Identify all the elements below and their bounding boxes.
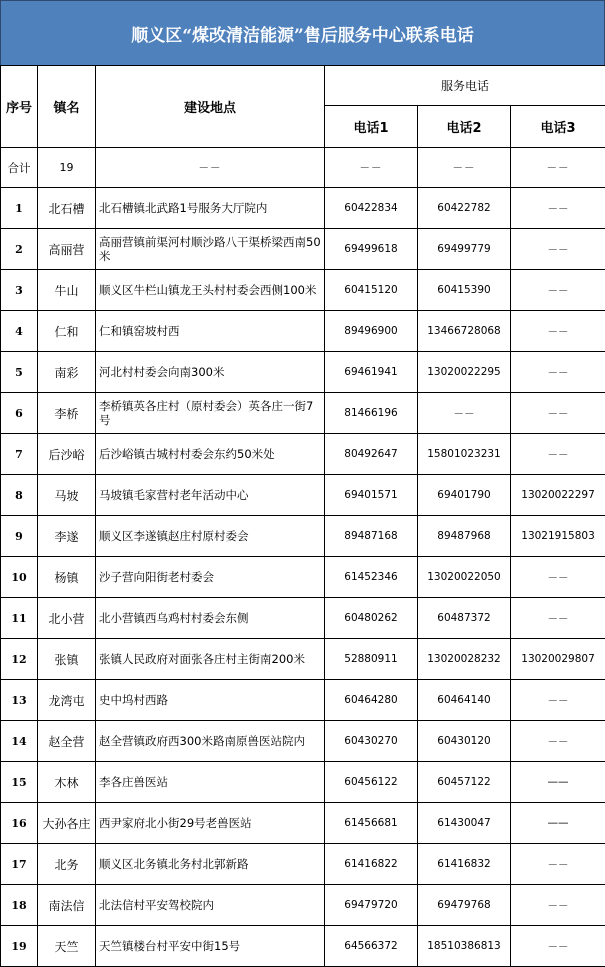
row-phone3: －－: [511, 557, 605, 598]
row-phone2: 60422782: [418, 188, 511, 229]
row-phone3: ——: [511, 803, 605, 844]
row-address: 李桥镇英各庄村（原村委会）英各庄一街7号: [96, 393, 325, 434]
table-row: [1, 762, 605, 803]
table-row: [1, 885, 605, 926]
row-phone1: 60480262: [325, 598, 418, 639]
header-phone3: 电话3: [511, 106, 605, 148]
row-phone1: 61452346: [325, 557, 418, 598]
row-address: 沙子营向阳街老村委会: [96, 557, 325, 598]
table-row: [1, 270, 605, 311]
row-town: 张镇: [38, 639, 96, 680]
row-phone2: 60457122: [418, 762, 511, 803]
table-row: [1, 188, 605, 229]
row-phone3: －－: [511, 188, 605, 229]
row-phone1: 69401571: [325, 475, 418, 516]
row-seq: 12: [1, 639, 38, 680]
row-town: 天竺: [38, 926, 96, 967]
row-phone2: 13466728068: [418, 311, 511, 352]
row-address: 天竺镇楼台村平安中街15号: [96, 926, 325, 967]
row-address: 顺义区北务镇北务村北郭新路: [96, 844, 325, 885]
summary-address: －－: [96, 148, 325, 188]
summary-row: [1, 148, 605, 188]
row-address: 张镇人民政府对面张各庄村主街南200米: [96, 639, 325, 680]
table-row: [1, 803, 605, 844]
row-phone1: 69479720: [325, 885, 418, 926]
table-row: [1, 721, 605, 762]
table-row: [1, 475, 605, 516]
row-seq: 9: [1, 516, 38, 557]
row-phone1: 89496900: [325, 311, 418, 352]
header-address: 建设地点: [96, 66, 325, 148]
row-town: 高丽营: [38, 229, 96, 270]
row-address: 西尹家府北小街29号老兽医站: [96, 803, 325, 844]
row-seq: 18: [1, 885, 38, 926]
row-phone2: 60487372: [418, 598, 511, 639]
row-phone2: 18510386813: [418, 926, 511, 967]
row-phone3: ——: [511, 762, 605, 803]
row-address: 马坡镇毛家营村老年活动中心: [96, 475, 325, 516]
row-seq: 2: [1, 229, 38, 270]
row-phone2: 13020028232: [418, 639, 511, 680]
row-address: 顺义区牛栏山镇龙王头村村委会西侧100米: [96, 270, 325, 311]
row-phone3: －－: [511, 270, 605, 311]
row-town: 北务: [38, 844, 96, 885]
row-town: 大孙各庄: [38, 803, 96, 844]
row-phone1: 69499618: [325, 229, 418, 270]
row-address: 史中坞村西路: [96, 680, 325, 721]
row-seq: 7: [1, 434, 38, 475]
row-phone1: 52880911: [325, 639, 418, 680]
row-phone3: 13020022297: [511, 475, 605, 516]
row-town: 后沙峪: [38, 434, 96, 475]
row-phone1: 81466196: [325, 393, 418, 434]
row-phone2: 89487968: [418, 516, 511, 557]
row-town: 马坡: [38, 475, 96, 516]
row-phone2: 60415390: [418, 270, 511, 311]
row-phone2: 15801023231: [418, 434, 511, 475]
table-row: [1, 844, 605, 885]
table-row: [1, 352, 605, 393]
row-phone2: 69499779: [418, 229, 511, 270]
row-town: 牛山: [38, 270, 96, 311]
table-row: [1, 557, 605, 598]
row-phone3: －－: [511, 229, 605, 270]
row-phone2: 69401790: [418, 475, 511, 516]
row-address: 高丽营镇前渠河村顺沙路八干渠桥梁西南50米: [96, 229, 325, 270]
row-town: 李遂: [38, 516, 96, 557]
table-row: [1, 680, 605, 721]
row-phone2: 61430047: [418, 803, 511, 844]
header-phone-group: 服务电话: [325, 66, 605, 106]
header-seq: 序号: [1, 66, 38, 148]
row-phone2: 61416832: [418, 844, 511, 885]
row-phone3: －－: [511, 598, 605, 639]
row-phone3: －－: [511, 885, 605, 926]
row-phone1: 60415120: [325, 270, 418, 311]
row-town: 仁和: [38, 311, 96, 352]
summary-phone1: －－: [325, 148, 418, 188]
row-seq: 4: [1, 311, 38, 352]
header-town: 镇名: [38, 66, 96, 148]
header-phone2: 电话2: [418, 106, 511, 148]
row-address: 河北村村委会向南300米: [96, 352, 325, 393]
table-row: [1, 516, 605, 557]
row-seq: 1: [1, 188, 38, 229]
row-town: 赵全营: [38, 721, 96, 762]
header-phone1: 电话1: [325, 106, 418, 148]
table-row: [1, 229, 605, 270]
row-town: 杨镇: [38, 557, 96, 598]
row-phone1: 60422834: [325, 188, 418, 229]
row-phone3: －－: [511, 393, 605, 434]
row-seq: 8: [1, 475, 38, 516]
row-seq: 16: [1, 803, 38, 844]
row-seq: 6: [1, 393, 38, 434]
row-phone2: 69479768: [418, 885, 511, 926]
row-seq: 5: [1, 352, 38, 393]
row-phone3: －－: [511, 311, 605, 352]
row-phone3: －－: [511, 434, 605, 475]
row-seq: 3: [1, 270, 38, 311]
row-phone3: －－: [511, 680, 605, 721]
row-seq: 19: [1, 926, 38, 967]
row-address: 赵全营镇政府西300米路南原兽医站院内: [96, 721, 325, 762]
row-address: 北小营镇西乌鸡村村委会东侧: [96, 598, 325, 639]
table-row: [1, 639, 605, 680]
row-phone1: 60456122: [325, 762, 418, 803]
row-phone3: 13020029807: [511, 639, 605, 680]
summary-phone2: －－: [418, 148, 511, 188]
row-phone1: 69461941: [325, 352, 418, 393]
row-phone3: －－: [511, 844, 605, 885]
row-address: 后沙峪镇古城村村委会东约50米处: [96, 434, 325, 475]
row-town: 李桥: [38, 393, 96, 434]
sheet-title: 顺义区“煤改清洁能源”售后服务中心联系电话: [0, 0, 605, 66]
row-seq: 13: [1, 680, 38, 721]
row-town: 木林: [38, 762, 96, 803]
row-town: 南彩: [38, 352, 96, 393]
row-phone2: 60430120: [418, 721, 511, 762]
row-phone1: 61456681: [325, 803, 418, 844]
row-address: 仁和镇窑坡村西: [96, 311, 325, 352]
row-phone1: 60464280: [325, 680, 418, 721]
table-row: [1, 393, 605, 434]
table-row: [1, 434, 605, 475]
row-town: 南法信: [38, 885, 96, 926]
summary-label: 合计: [1, 148, 38, 188]
row-phone2: 13020022295: [418, 352, 511, 393]
row-phone1: 80492647: [325, 434, 418, 475]
row-address: 北石槽镇北武路1号服务大厅院内: [96, 188, 325, 229]
row-address: 顺义区李遂镇赵庄村原村委会: [96, 516, 325, 557]
row-phone1: 64566372: [325, 926, 418, 967]
contact-table: [0, 65, 605, 967]
row-seq: 14: [1, 721, 38, 762]
table-row: [1, 926, 605, 967]
row-address: 李各庄兽医站: [96, 762, 325, 803]
row-phone3: －－: [511, 926, 605, 967]
row-seq: 15: [1, 762, 38, 803]
row-phone1: 60430270: [325, 721, 418, 762]
row-phone2: 60464140: [418, 680, 511, 721]
row-seq: 17: [1, 844, 38, 885]
table-row: [1, 311, 605, 352]
row-phone3: －－: [511, 721, 605, 762]
row-phone1: 89487168: [325, 516, 418, 557]
row-phone1: 61416822: [325, 844, 418, 885]
summary-phone3: －－: [511, 148, 605, 188]
row-phone3: －－: [511, 352, 605, 393]
row-address: 北法信村平安驾校院内: [96, 885, 325, 926]
summary-count: 19: [38, 148, 96, 188]
row-town: 龙湾屯: [38, 680, 96, 721]
row-town: 北小营: [38, 598, 96, 639]
table-row: [1, 598, 605, 639]
row-seq: 11: [1, 598, 38, 639]
row-seq: 10: [1, 557, 38, 598]
row-phone3: 13021915803: [511, 516, 605, 557]
row-town: 北石槽: [38, 188, 96, 229]
row-phone2: －－: [418, 393, 511, 434]
row-phone2: 13020022050: [418, 557, 511, 598]
